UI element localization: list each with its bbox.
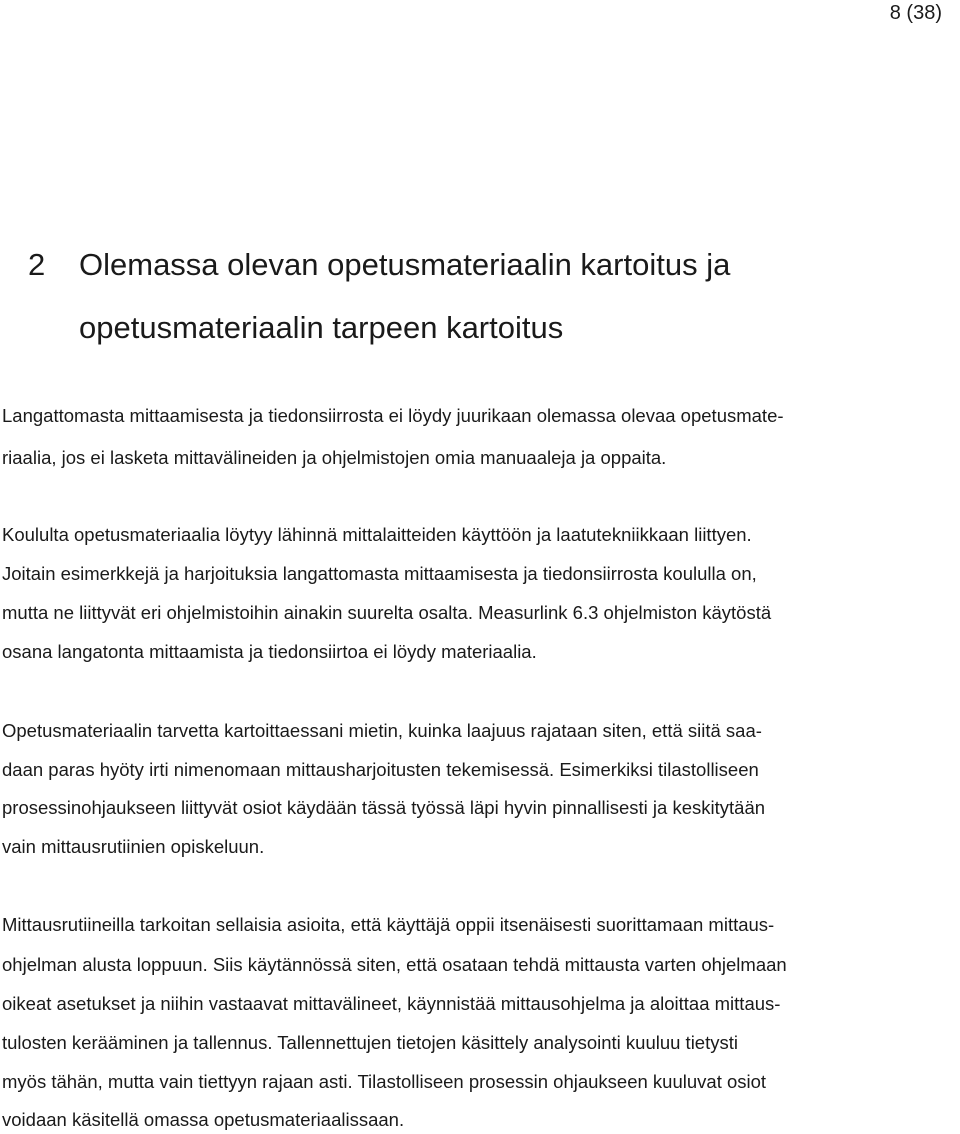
section-title-line-2: opetusmateriaalin tarpeen kartoitus (79, 310, 564, 345)
paragraph-line: osana langatonta mittaamista ja tiedonsiirtoa ei löydy materiaalia. (2, 641, 537, 662)
paragraph-line: prosessinohjaukseen liittyvät osiot käydään tässä työssä läpi hyvin pinnallisesti ja keskitytään (2, 797, 766, 818)
paragraph-line: Mittausrutiineilla tarkoitan sellaisia asioita, että käyttäjä oppii itsenäisesti suorittamaan mittaus- (2, 914, 775, 935)
paragraph-line: myös tähän, mutta vain tiettyyn rajaan asti. Tilastolliseen prosessin ohjaukseen kuuluvat osiot (2, 1071, 767, 1092)
paragraph-line: tulosten kerääminen ja tallennus. Tallennettujen tietojen käsittely analysointi kuuluu tietysti (2, 1032, 738, 1053)
paragraph-line: riaalia, jos ei lasketa mittavälineiden ja ohjelmistojen omia manuaaleja ja oppaita. (2, 447, 667, 468)
paragraph-line: vain mittausrutiinien opiskeluun. (2, 836, 265, 857)
section-heading (28, 233, 730, 359)
paragraph-line: Joitain esimerkkejä ja harjoituksia langattomasta mittaamisesta ja tiedonsiirrosta koululla on, (2, 563, 757, 584)
paragraph-line: Langattomasta mittaamisesta ja tiedonsiirrosta ei löydy juurikaan olemassa olevaa opetusmate- (2, 405, 784, 426)
section-title-line-1: Olemassa olevan opetusmateriaalin kartoitus ja (79, 247, 731, 282)
paragraph-line: voidaan käsitellä omassa opetusmateriaalissaan. (2, 1109, 405, 1130)
paragraph-line: mutta ne liittyvät eri ohjelmistoihin ainakin suurelta osalta. Measurlink 6.3 ohjelmiston käytöstä (2, 602, 772, 623)
page-number: 8 (38) (889, 2, 942, 24)
paragraph-line: Opetusmateriaalin tarvetta kartoittaessani mietin, kuinka laajuus rajataan siten, että siitä saa- (2, 720, 762, 741)
paragraph-line: oikeat asetukset ja niihin vastaavat mittavälineet, käynnistää mittausohjelma ja aloittaa mittaus- (2, 993, 781, 1014)
paragraph-line: daan paras hyöty irti nimenomaan mittausharjoitusten tekemisessä. Esimerkiksi tilastolliseen (2, 759, 759, 780)
section-number: 2 (28, 247, 46, 282)
paragraph-line: Koululta opetusmateriaalia löytyy lähinnä mittalaitteiden käyttöön ja laatutekniikkaan liittyen. (2, 524, 752, 545)
paragraph-line: ohjelman alusta loppuun. Siis käytännössä siten, että osataan tehdä mittausta varten ohjelmaan (2, 954, 787, 975)
